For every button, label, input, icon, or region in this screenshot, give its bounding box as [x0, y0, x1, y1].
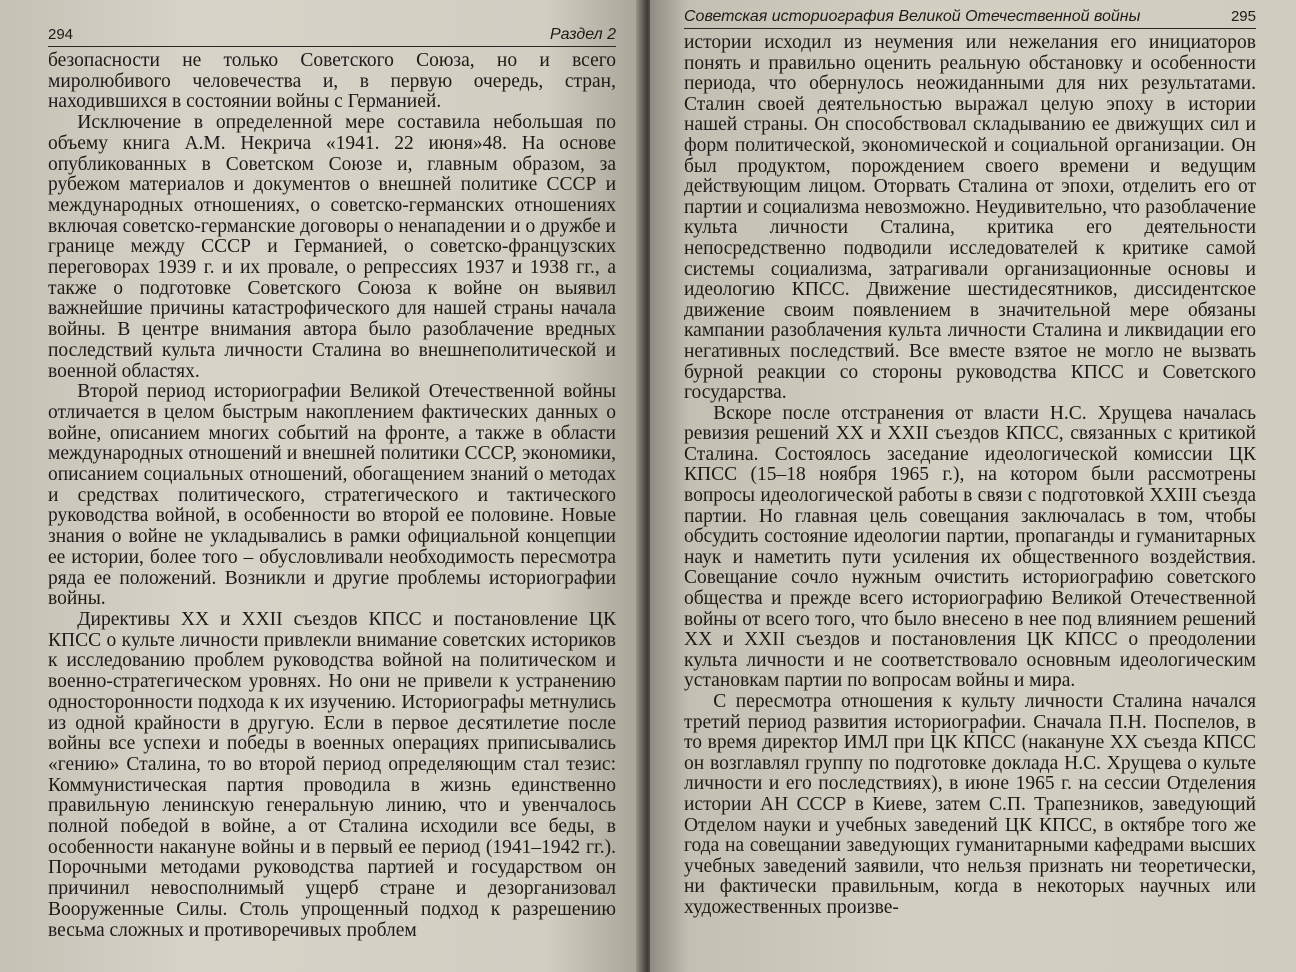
paragraph: Второй период историографии Великой Отечественной войны отличается в целом быстрым накоплением фактических данных о войне, описанием многих событий на фронте, а также в области международных отношений и внешней политики СССР, экономики, описанием социальных отношений, обогащением знаний о методах и средствах политического, стратегического и тактического руководства войной, в особенности во второй ее половине. Новые знания о войне не укладывались в рамки официальной концепции ее истории, более того – обусловливали необходимость пересмотра ряда ее положений. Возникли и другие проблемы историографии войны. — [48, 381, 616, 610]
left-page — [0, 0, 642, 972]
page-number: 294 — [48, 26, 74, 43]
right-page — [650, 0, 1296, 972]
page-body — [684, 33, 1256, 919]
paragraph: С пересмотра отношения к культу личности Сталина начался третий период развития историографии. Сначала П.Н. Поспелов, в то время директор ИМЛ при ЦК КПСС (накануне XX съезда КПСС он возглавлял группу по подготовке доклада Н.С. Хрущева о культе личности и его последствиях), в июне 1965 г. на сессии Отделения истории АН СССР в Киеве, затем С.П. Трапезников, заведующий Отделом науки и учебных заведений ЦК КПСС, в октябре того же года на совещании заведующих гуманитарными кафедрами высших учебных заведений заявили, что нельзя признать ни теоретически, ни фактически правильным, когда в некоторых научных или художественных произве- — [684, 691, 1256, 918]
page-number: 295 — [1230, 8, 1256, 25]
running-head: Раздел 2 — [549, 26, 616, 43]
page-header — [684, 4, 1256, 29]
page-body — [48, 51, 616, 941]
paragraph: безопасности не только Советского Союза, но и всего миролюбивого человечества и, в первую очередь, стран, находившихся в состоянии войны с Германией. — [48, 50, 616, 113]
paragraph: Исключение в определенной мере составила небольшая по объему книга А.М. Некрича «1941. 22 июня»48. На основе опубликованных в Советском Союзе и, главным образом, за рубежом материалов и документов о внешней политике СССР и международных отношениях, о советско-германских отношениях включая советско-германские договоры о ненападении и о дружбе и границе между СССР и Германией, о советско-французских переговорах 1939 г. и их провале, о репрессиях 1937 и 1938 гг., а также о подготовке Советского Союза к войне он выявил важнейшие причины катастрофического для нашей страны начала войны. В центре внимания автора было разоблачение вредных последствий культа личности Сталина во внешнеполитической и военной областях. — [48, 112, 616, 382]
paragraph: Вскоре после отстранения от власти Н.С. Хрущева началась ревизия решений XX и XXII съездов КПСС, связанных с критикой Сталина. Состоялось заседание идеологической комиссии ЦК КПСС (15–18 ноября 1965 г.), на котором были рассмотрены вопросы идеологической работы в связи с подготовкой XXIII съезда партии. Но главная цель совещания заключалась в том, чтобы обсудить состояние идеологии партии, пропаганды и гуманитарных наук и наметить пути усиления их общественного воздействия. Совещание сочло нужным очистить историографию советского общества и прежде всего историографию Великой Отечественной войны от всего того, что было внесено в нее под влиянием решений XX и XXII съездов и постановления ЦК КПСС о преодолении культа личности и не соответствовало основным идеологическим установкам партии по вопросам войны и мира. — [684, 402, 1256, 692]
paragraph: истории исходил из неумения или нежелания его инициаторов понять и правильно оценить реальную обстановку и особенности периода, что обернулось неожиданными для них результатами. Сталин своей деятельностью выражал целую эпоху в истории нашей страны. Он способствовал складыванию ее движущих сил и форм политической, экономической и социальной организации. Он был продуктом, порождением своего времени и ведущим действующим лицом. Оторвать Сталина от эпохи, отделить его от партии и социализма невозможно. Неудивительно, что разоблачение культа личности Сталина, критика его деятельности непосредственно подводили исследователей к критике самой системы социализма, затрагивали организационные основы и идеологию КПСС. Движение шестидесятников, диссидентское движение своим появлением в значительной мере обязаны кампании разоблачения культа личности Сталина и ликвидации его негативных последствий. Все вместе взятое не могло не вызвать бурной реакции со стороны руководства КПСС и Советского государства. — [684, 32, 1256, 404]
page-header — [48, 18, 616, 47]
running-head: Советская историография Великой Отечественной войны — [684, 8, 1141, 25]
paragraph: Директивы XX и XXII съездов КПСС и постановление ЦК КПСС о культе личности привлекли внимание советских историков к исследованию проблем руководства войной на политическом и военно-стратегическом уровнях. Но они не привели к устранению односторонности подхода к их изучению. Историографы метнулись из одной крайности в другую. Если в первое десятилетие после войны все успехи и победы в военных операциях приписывались «гению» Сталина, то во второй период определяющим стал тезис: Коммунистическая партия проводила в жизнь единственно правильную ленинскую генеральную линию, что и увенчалось полной победой в войне, а от Сталина исходили все беды, в особенности накануне войны и в первый ее период (1941–1942 гг.). Порочными методами руководства партией и государством он причинил невосполнимый ущерб стране и дезорганизовал Вооруженные Силы. Столь упрощенный подход к разрешению весьма сложных и противоречивых проблем — [48, 608, 616, 941]
